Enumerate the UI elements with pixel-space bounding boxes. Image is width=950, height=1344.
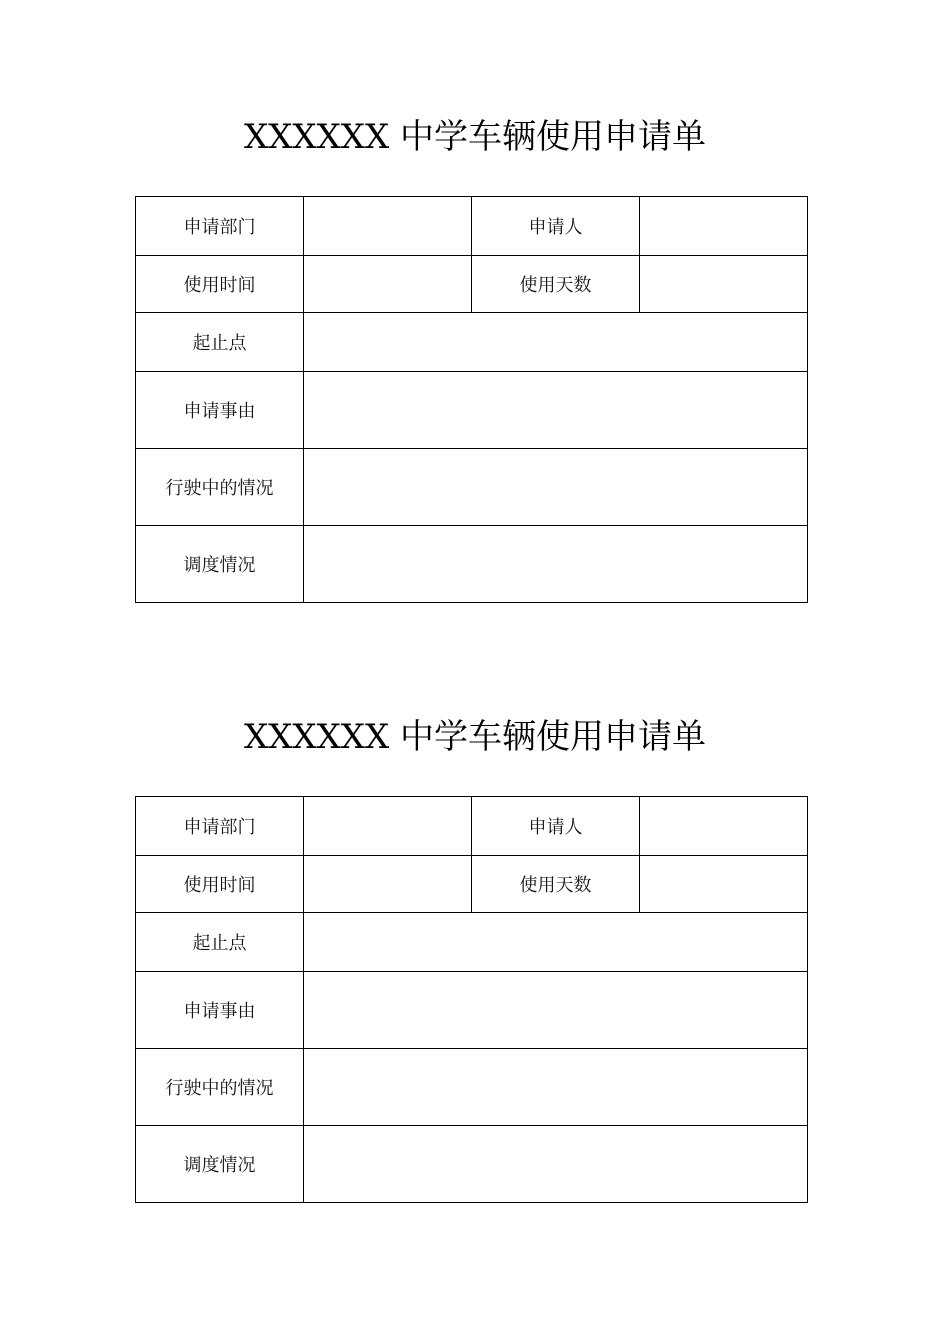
dispatch-input-cell[interactable] [304,1126,808,1203]
use-time-label: 使用时间 [136,856,304,913]
reason-label: 申请事由 [136,972,304,1049]
applicant-label: 申请人 [472,797,640,856]
use-time-input-cell[interactable] [304,256,472,313]
use-days-label: 使用天数 [472,856,640,913]
reason-input-cell[interactable] [304,972,808,1049]
table-row [136,197,808,256]
department-input-cell[interactable] [304,197,472,256]
table-row [136,1126,808,1203]
use-days-input-cell[interactable] [640,256,808,313]
table-row [136,972,808,1049]
form-title: XXXXXX 中学车辆使用申请单 [243,717,707,757]
dispatch-label: 调度情况 [136,1126,304,1203]
driving-status-label: 行驶中的情况 [136,449,304,526]
applicant-input-cell[interactable] [640,197,808,256]
driving-status-input-cell[interactable] [304,1049,808,1126]
use-days-label: 使用天数 [472,256,640,313]
route-label: 起止点 [136,913,304,972]
department-input-cell[interactable] [304,797,472,856]
table-row [136,1049,808,1126]
use-time-input-cell[interactable] [304,856,472,913]
applicant-label: 申请人 [472,197,640,256]
use-days-input-cell[interactable] [640,856,808,913]
department-label: 申请部门 [136,797,304,856]
table-row [136,526,808,603]
table-row [136,913,808,972]
table-row [136,256,808,313]
route-label: 起止点 [136,313,304,372]
department-label: 申请部门 [136,197,304,256]
applicant-input-cell[interactable] [640,797,808,856]
dispatch-input-cell[interactable] [304,526,808,603]
driving-status-input-cell[interactable] [304,449,808,526]
form-table [135,796,808,1203]
driving-status-label: 行驶中的情况 [136,1049,304,1126]
table-row [136,856,808,913]
table-row [136,313,808,372]
table-row [136,372,808,449]
dispatch-label: 调度情况 [136,526,304,603]
reason-input-cell[interactable] [304,372,808,449]
table-row [136,449,808,526]
form-table [135,196,808,603]
route-input-cell[interactable] [304,313,808,372]
use-time-label: 使用时间 [136,256,304,313]
form-title: XXXXXX 中学车辆使用申请单 [243,117,707,157]
reason-label: 申请事由 [136,372,304,449]
table-row [136,797,808,856]
route-input-cell[interactable] [304,913,808,972]
